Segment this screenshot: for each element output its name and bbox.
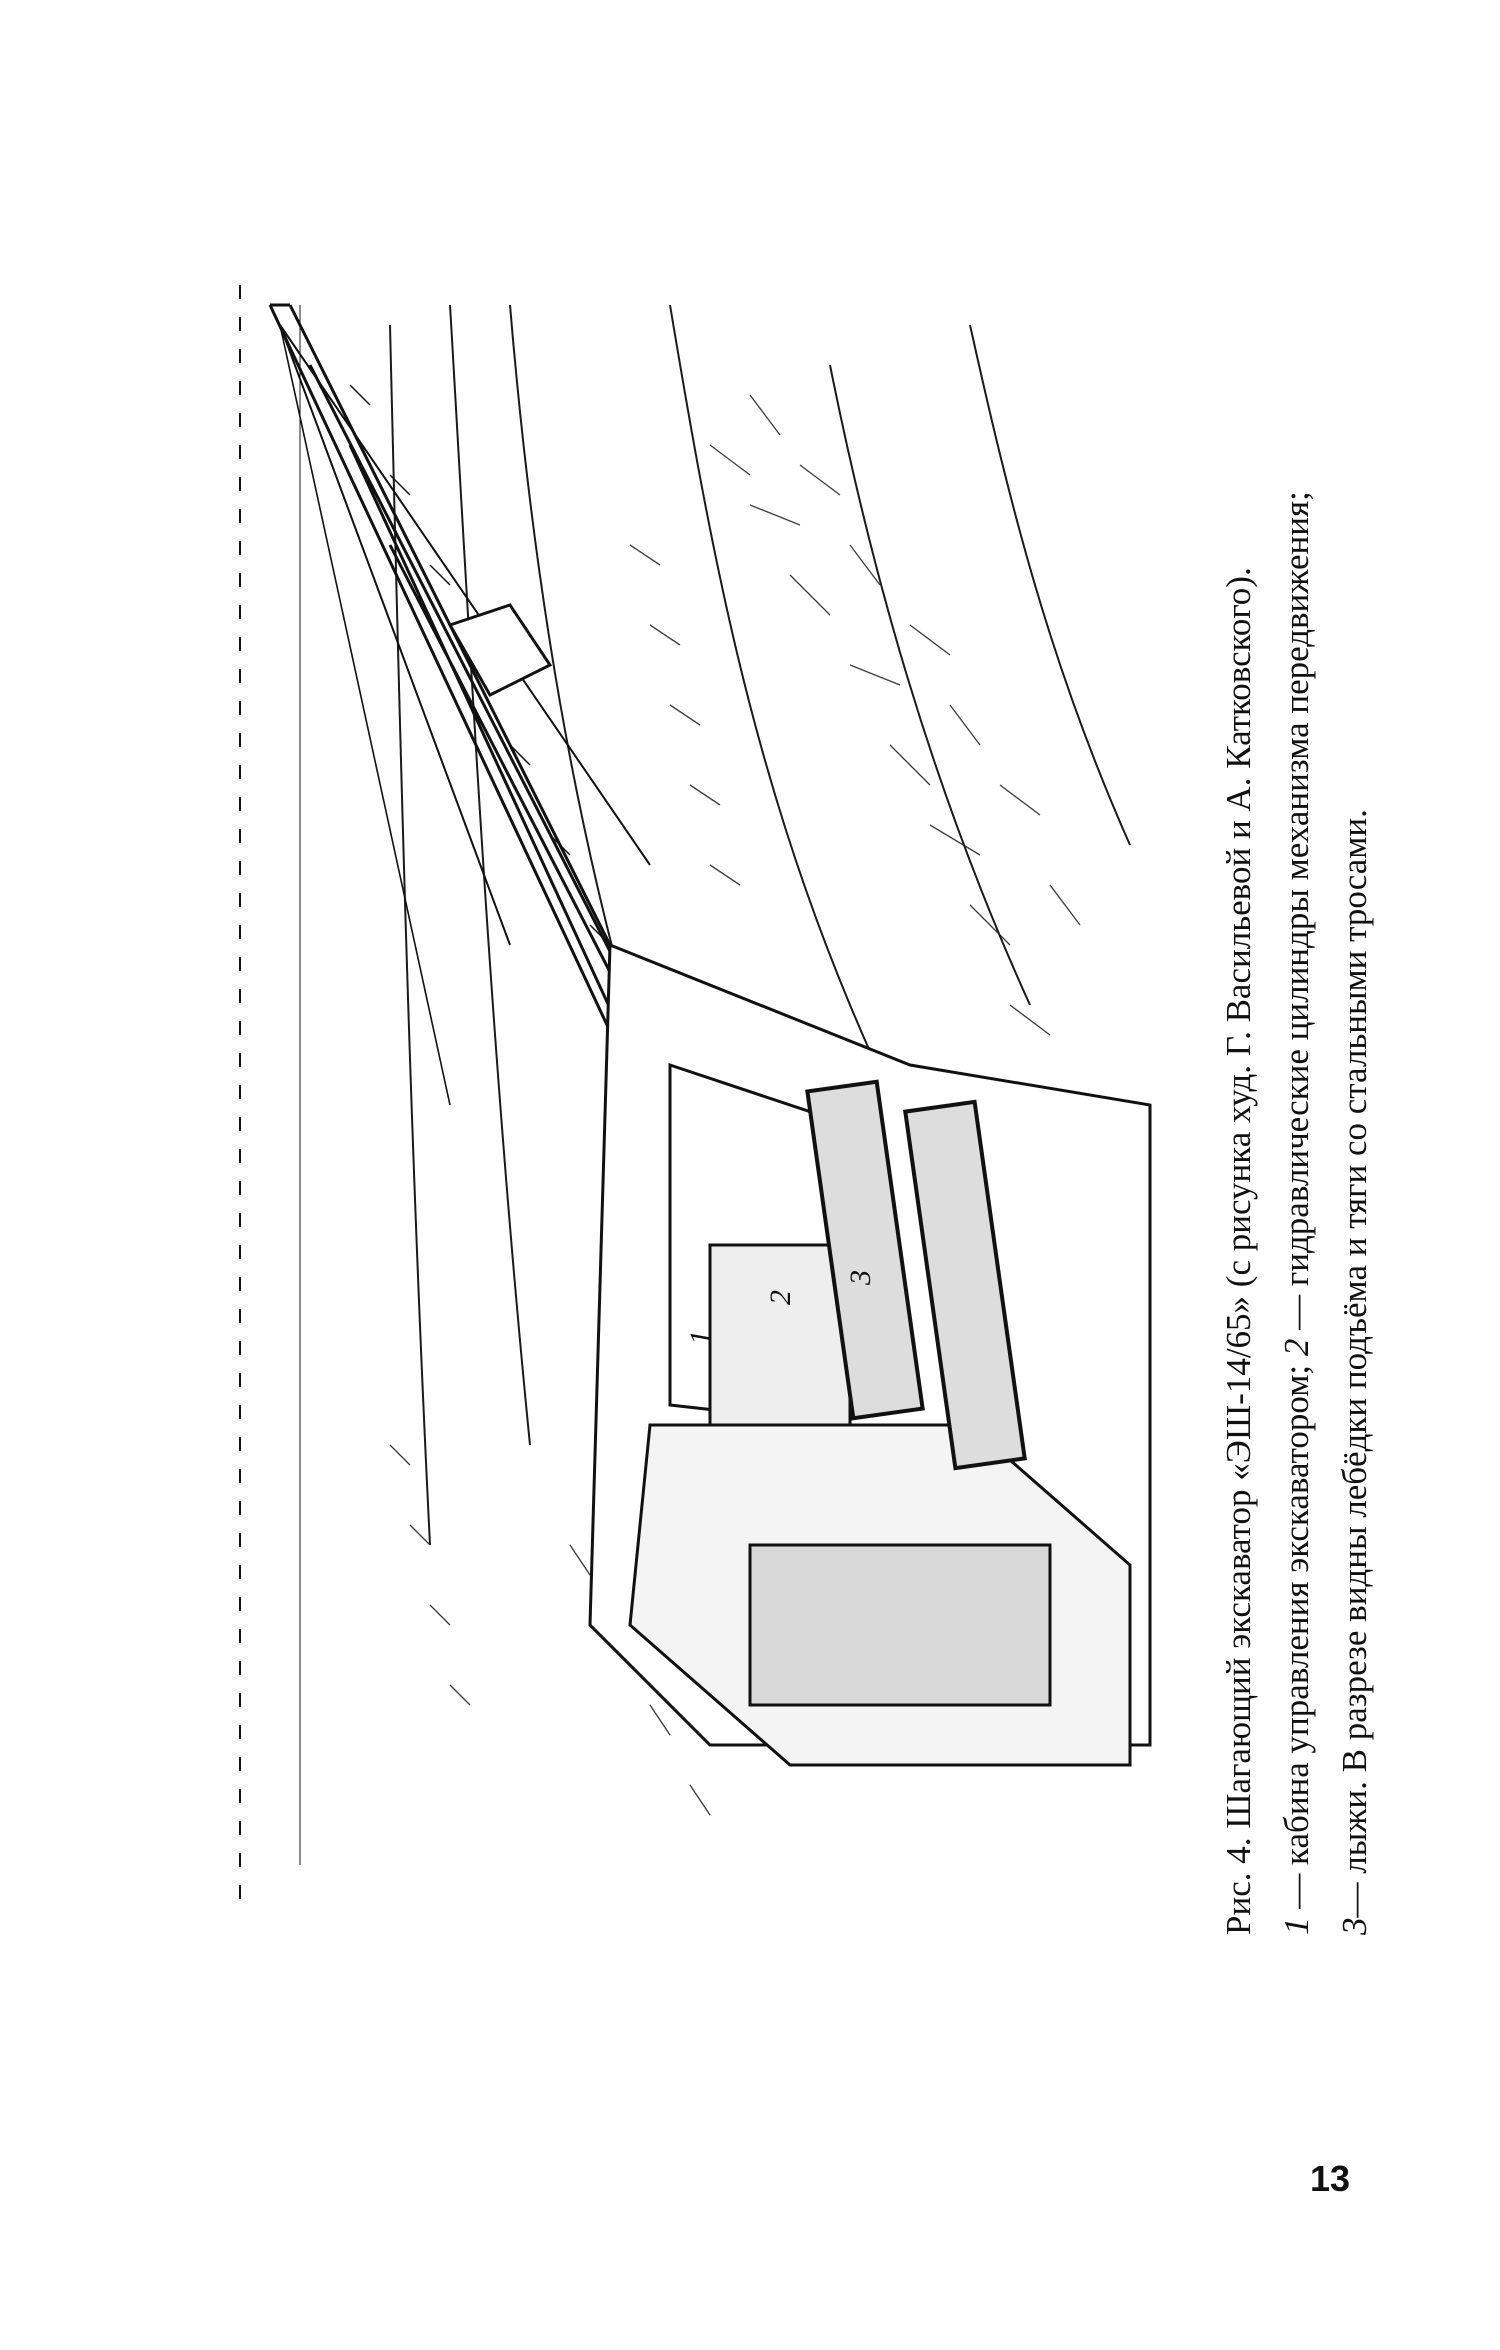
caption-text-2: — гидравлические цилиндры механизма передвижения; [1277,491,1316,1339]
excavator-drawing [150,245,1180,1935]
caption-line-1: Рис. 4. Шагающий экскаватор «ЭШ-14/65» (с рисунка худ. Г. Васильевой и А. Катковского). [1219,567,1258,1935]
page-number: 13 [1309,2158,1350,2199]
excavator-illustration [150,245,1180,1935]
caption-num-1: 1 [1277,1917,1316,1935]
caption-line-2 [1268,245,1326,1935]
caption-num-2: 2 [1277,1338,1316,1357]
callout-2: 2 [764,1290,797,1305]
figure-caption [1210,245,1390,1935]
callout-3: 3 [844,1270,877,1285]
caption-text-3: — лыжи. В разрезе видны лебёдки подъёма и тяги со стальными тросами. [1335,809,1374,1918]
caption-line-3 [1326,245,1384,1935]
callout-1: 1 [684,1330,717,1345]
caption-num-3: 3 [1335,1917,1374,1935]
dragline-bucket [450,605,550,695]
figure-with-caption [150,245,1390,1935]
caption-text-1: — кабина управления экскаватором; [1277,1356,1316,1918]
